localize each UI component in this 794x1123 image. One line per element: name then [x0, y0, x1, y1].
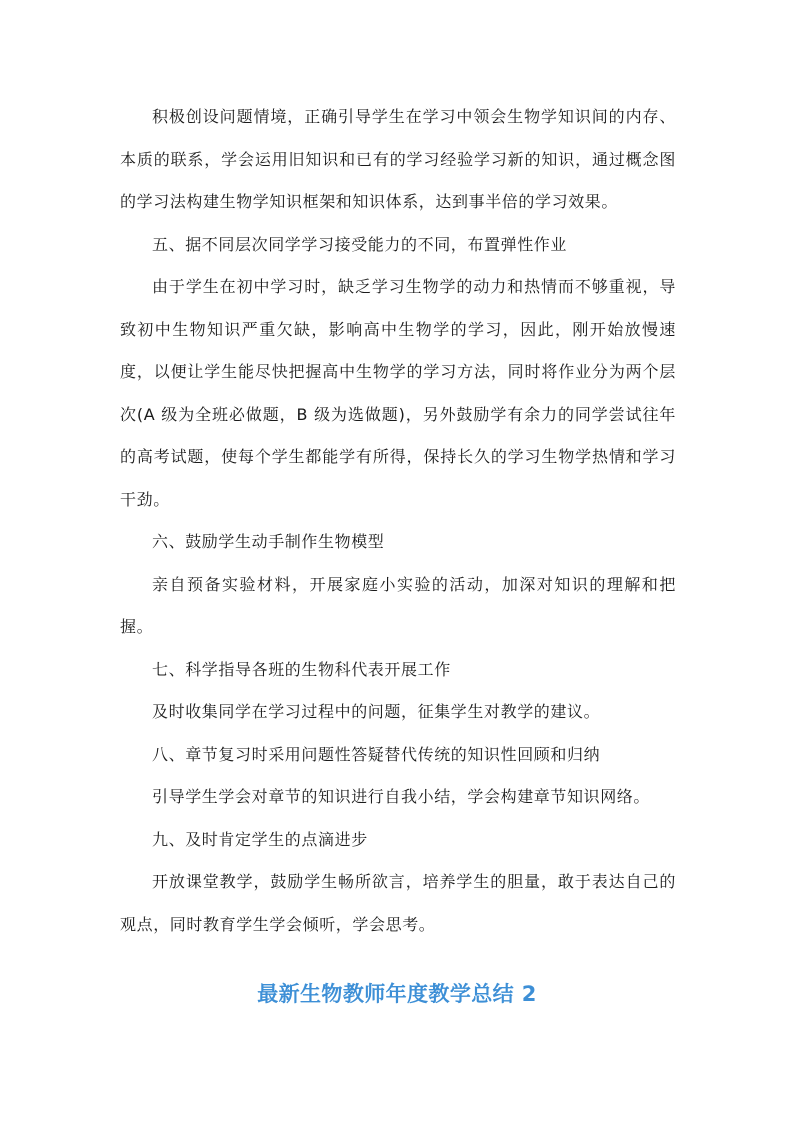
heading-five: 五、据不同层次同学学习接受能力的不同，布置弹性作业: [152, 234, 568, 254]
paragraph-five: 由于学生在初中学习时，缺乏学习生物学的动力和热情而不够重视，导致初中生物知识严重欠缺，影响高中生物学的学习，因此，刚开始放慢速度，以便让学生能尽快把握高中生物学的学习方法，同时将作业分为两个层次(A 级为全班必做题，B 级为选做题)，另外鼓励学有余力的同学尝试往年的高考试题，使每个学生都能学有所得，保持长久的学习生物学热情和学习干劲。: [120, 277, 676, 509]
heading-six: 六、鼓励学生动手制作生物模型: [152, 532, 385, 551]
heading-seven: 七、科学指导各班的生物科代表开展工作: [152, 659, 451, 679]
paragraph-intro: 积极创设问题情境，正确引导学生在学习中领会生物学知识间的内存、本质的联系，学会运用旧知识和已有的学习经验学习新的知识，通过概念图的学习法构建生物学知识框架和知识体系，达到事半倍的学习效果。: [120, 107, 676, 211]
paragraph-six: 亲自预备实验材料，开展家庭小实验的活动，加深对知识的理解和把握。: [120, 574, 676, 636]
paragraph-nine: 开放课堂教学，鼓励学生畅所欲言，培养学生的胆量，敢于表达自己的观点，同时教育学生学会倾听，学会思考。: [120, 872, 676, 934]
paragraph-eight: 引导学生学会对章节的知识进行自我小结，学会构建章节知识网络。: [152, 787, 651, 806]
document-body: [120, 96, 676, 946]
section-title: 最新生物教师年度教学总结 2: [257, 982, 537, 1006]
paragraph-seven: 及时收集同学在学习过程中的问题，征集学生对教学的建议。: [152, 702, 601, 721]
heading-nine: 九、及时肯定学生的点滴进步: [152, 829, 368, 849]
heading-eight: 八、章节复习时采用问题性答疑替代传统的知识性回顾和归纳: [152, 744, 601, 764]
